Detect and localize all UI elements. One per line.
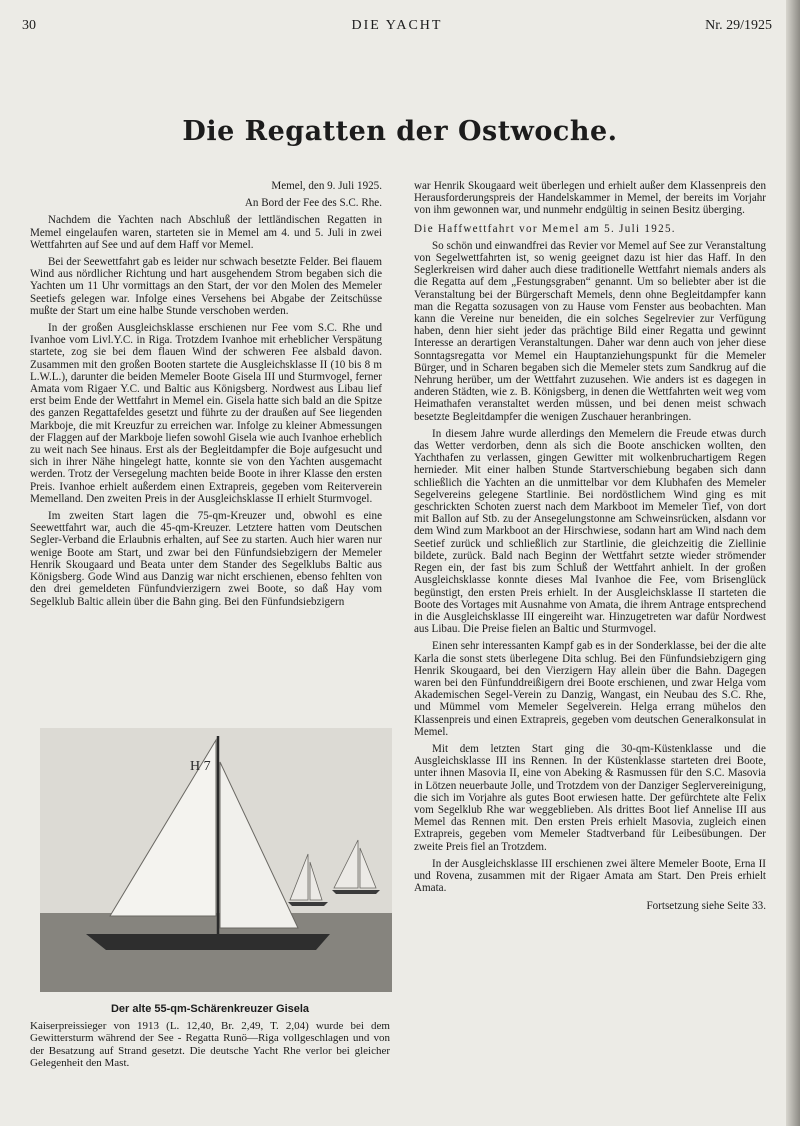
right-column (414, 180, 766, 913)
page-header (22, 18, 772, 40)
caption-title: Der alte 55-qm-Schärenkreuzer Gisela (110, 1003, 310, 1015)
dateline-location: An Bord der Fee des S.C. Rhe. (244, 197, 382, 210)
paragraph: So schön und einwandfrei das Revier vor Memel auf See zur Veranstaltung von Segelwettfahrten ist, so wenig geeignet dazu ist hier das Haff. In den Seglerkreisen wird daher auch diese traditionelle Wettfahrt niemals anders als die Regatta auf dem „Festungsgraben“ genannt. Um so beliebter aber ist die Veranstaltung bei der Bürgerschaft Memels, denn ohne Begleitdampfer kann man die Regatta sozusagen von zu Hause vom Fenster aus beobachten. Man kann die Vereine nur beneiden, die ein solches Segelrevier zur Verfügung haben, denn hier sieht jeder das prächtige Bild einer Regatta und gewinnt Interesse an derartigen Veranstaltungen. Daher war denn auch von jeher diese Sonntagsregatta vor Memel ein Hauptanziehungspunkt für die Memeler Bürger, und in Scharen begaben sich die Memeler stets zum Sandkrug auf die Nehrung herüber, um der Wettfahrt zuzusehen. Wie anders ist es dagegen in anderen Städten, wie z. B. Königsberg, in denen die Wettfahrten weit weg vom Heimathafen veranstaltet werden müssen, und bei denen meist schwach besetzte Begleitdampfer die wenigen Zuschauer heranbringen. (414, 239, 766, 423)
sailboat-photo (40, 728, 392, 992)
sailboat-illustration (40, 728, 392, 992)
paragraph: In der großen Ausgleichsklasse erschienen nur Fee vom S.C. Rhe und Ivanhoe vom Livl.Y.C. in Riga. Trotzdem Ivanhoe mit erheblicher Verspätung startete, zog sie bei dem flauen Wind der schweren Fee alsbald davon. Zusammen mit den großen Booten startete die Ausgleichsklasse II (10 bis 8 m L.W.L.), darunter die beiden Memeler Boote Gisela III und Sturmvogel, ferner Amata vom Rigaer Y.C. und Baltic aus Königsberg. Nordwest aus Libau lief erst beim Ende der Wettfahrt in Memel ein. Gisela hatte sich bald an die Spitze des ganzen Regattafeldes gesetzt und führte zu der draußen auf See liegenden Markboje, die mit Kreuzfur zu erreichen war. Infolge zu kleiner Abmessungen der Flaggen auf der Markboje liefen sowohl Gisela wie auch Ivanhoe erheblich zu weit nach See hinaus. Erst als der Begleitdampfer die Boje aufgesucht und sich in ihrer Nähe hingelegt hatte, konnte sie von den Yachten ausgemacht werden. Trotz der Versegelung machten beide Boote in ihrer Klasse den ersten Preis. Ivanhoe erhielt außerdem einen Extrapreis, gegeben vom Reiterverein Memelland. Den zweiten Preis in der Ausgleichsklasse II erhielt Sturmvogel. (30, 322, 382, 505)
section-subheading: Die Haffwettfahrt vor Memel am 5. Juli 1925. (414, 222, 676, 235)
paragraph: In der Ausgleichsklasse III erschienen zwei ältere Memeler Boote, Erna II und Rovena, zusammen mit der Rigaer Amata am Start. Den Preis erhielt Amata. (414, 857, 766, 895)
paragraph: Nachdem die Yachten nach Abschluß der lettländischen Regatten in Memel eingelaufen waren, starteten sie in Memel am 4. und 5. Juli in zwei Wettfahrten auf See und auf dem Haff vor Memel. (30, 214, 382, 251)
dateline: Memel, den 9. Juli 1925. (271, 180, 382, 192)
paragraph: war Henrik Skougaard weit überlegen und erhielt außer dem Klassenpreis den Herausforderungspreis der Handelskammer in Memel, der bereits im Vorjahr von ihm gewonnen war, und nunmehr endgültig in seinen Besitz überging. (414, 180, 766, 217)
paragraph: Bei der Seewettfahrt gab es leider nur schwach besetzte Felder. Bei flauem Wind aus nördlicher Richtung und hart ausgehendem Strom begaben sich die Yachten um 11 Uhr vormittags an den Start, der vor den Molen des Memeler Seetiefs gelegen war. Infolge eines Versehens bei Abgabe der Zeitschüsse mußte der Start um eine halbe Stunde verschoben werden. (30, 256, 382, 317)
left-column (30, 180, 382, 608)
issue-number: Nr. 29/1925 (705, 18, 772, 33)
photo-caption (30, 1003, 390, 1070)
caption-text: Kaiserpreissieger von 1913 (L. 12,40, Br. 2,49, T. 2,04) wurde bei dem Gewittersturm während der See - Regatta Runö—Riga vollgeschlagen und von der Besatzung auf Strand gesetzt. Die deutsche Yacht Rhe verlor bei gleicher Gelegenheit den Mast. (30, 1019, 390, 1069)
paragraph: In diesem Jahre wurde allerdings den Memelern die Freude etwas durch das Wetter verdorben, denn als sich die Boote anschicken wollten, den Yachthafen zu verlassen, gingen Gewitter mit wolkenbruchartigem Regen hernieder. Mit einer halben Stunde Startverschiebung begaben sich dann schließlich die Yachten an die unmittelbar vor dem Klubhafen des Memeler Segelvereins gelegene Startlinie. Bei nordöstlichem Wind ging es mit geschrickten Schoten zuerst nach dem Markboot im Memeler Tief, von dort mit Ballon auf Stb. zu der Ansegelungstonne am Schweinsrücken, alsdann vor dem Wind zum Markboot an der Hirschwiese, sodann hart am Wind nach dem Seetief zurück und schließlich zur Startlinie, die gleichzeitig die Ziellinie bildete, zurück. Bald nach Beginn der Wettfahrt setzte wieder strömender Regen ein, der fast bis zum Schluß der Wettfahrt anhielt. In der großen Ausgleichsklasse konnte dieses Mal Ivanhoe die Fee, vom Brisenglück begünstigt, den ersten Preis erhielt. In der Ausgleichsklasse II starteten die Boote des Vortages mit Ausnahme von Amata, die ihrem Antrage entsprechend in die Ausgleichsklasse III eingereiht war. Hinzugetreten war dafür Nordwest aus Libau. Die Preise fielen an Baltic und Sturmvogel. (414, 427, 766, 636)
article-title: Die Regatten der Ostwoche. (182, 116, 618, 147)
journal-name: DIE YACHT (351, 18, 443, 33)
page-number: 30 (22, 18, 36, 33)
continuation-note: Fortsetzung siehe Seite 33. (646, 900, 766, 913)
paragraph: Einen sehr interessanten Kampf gab es in der Sonderklasse, bei der die alte Karla die sonst stets überlegene Dita schlug. Bei den Fünfundsiebzigern ging Henrik Skougaard, bei den Vierzigern Hay allein über die Bahn. Dagegen waren bei den Fünfunddreißigern drei Boote erschienen, und zwar Helga vom Akademischen Segel-Verein zu Danzig, Wangast, ein Neubau des S.C. Rhe, und Mümmel vom Memeler Segelverein. Helga errang mühelos den Klassenpreis und einen Extrapreis, gegeben vom deutschen Generalkonsulat in Memel. (414, 640, 766, 738)
sail-number: H 7 (190, 759, 211, 774)
paragraph: Im zweiten Start lagen die 75-qm-Kreuzer und, obwohl es eine Seewettfahrt war, auch die 45-qm-Kreuzer. Letztere hatten vom Deutschen Segler-Verband die Erlaubnis erhalten, auf See zu starten. Auch hier waren nur wenige Boote am Start, und zwar bei den Fünfundsiebzigern der Memeler Henrik Skougaard und Beata unter dem Stander des Segelklubs Baltic aus Königsberg. Gode Wind aus Danzig war nicht erschienen, ebenso fehlten von den drei gemeldeten Fünfundvierzigern zwei Boote, so daß Hay vom Segelklub Baltic allein über die Bahn ging. Bei den Fünfundsiebzigern (30, 510, 382, 608)
paragraph: Mit dem letzten Start ging die 30-qm-Küstenklasse und die Ausgleichsklasse III ins Rennen. In der Küstenklasse starteten drei Boote, unter ihnen Masovia II, eine von Abeking & Rasmussen für den S.C. Masovia in Lötzen neuerbaute Jolle, und Trotzdem von der Danziger Seglervereinigung, die sich im Vorjahre als gutes Boot erwiesen hatte. Der gefürchtete alte Felix vom Segelklub Rhe war weggeblieben. Als drittes Boot lief Annelise III aus Memel das Rennen mit. Den ersten Preis erhielt Masovia, zugleich einen Extrapreis, gegeben vom Memeler Stadtverband für Leibesübungen. Der zweite Preis fiel an Trotzdem. (414, 742, 766, 853)
page-edge-shadow (786, 0, 800, 1126)
